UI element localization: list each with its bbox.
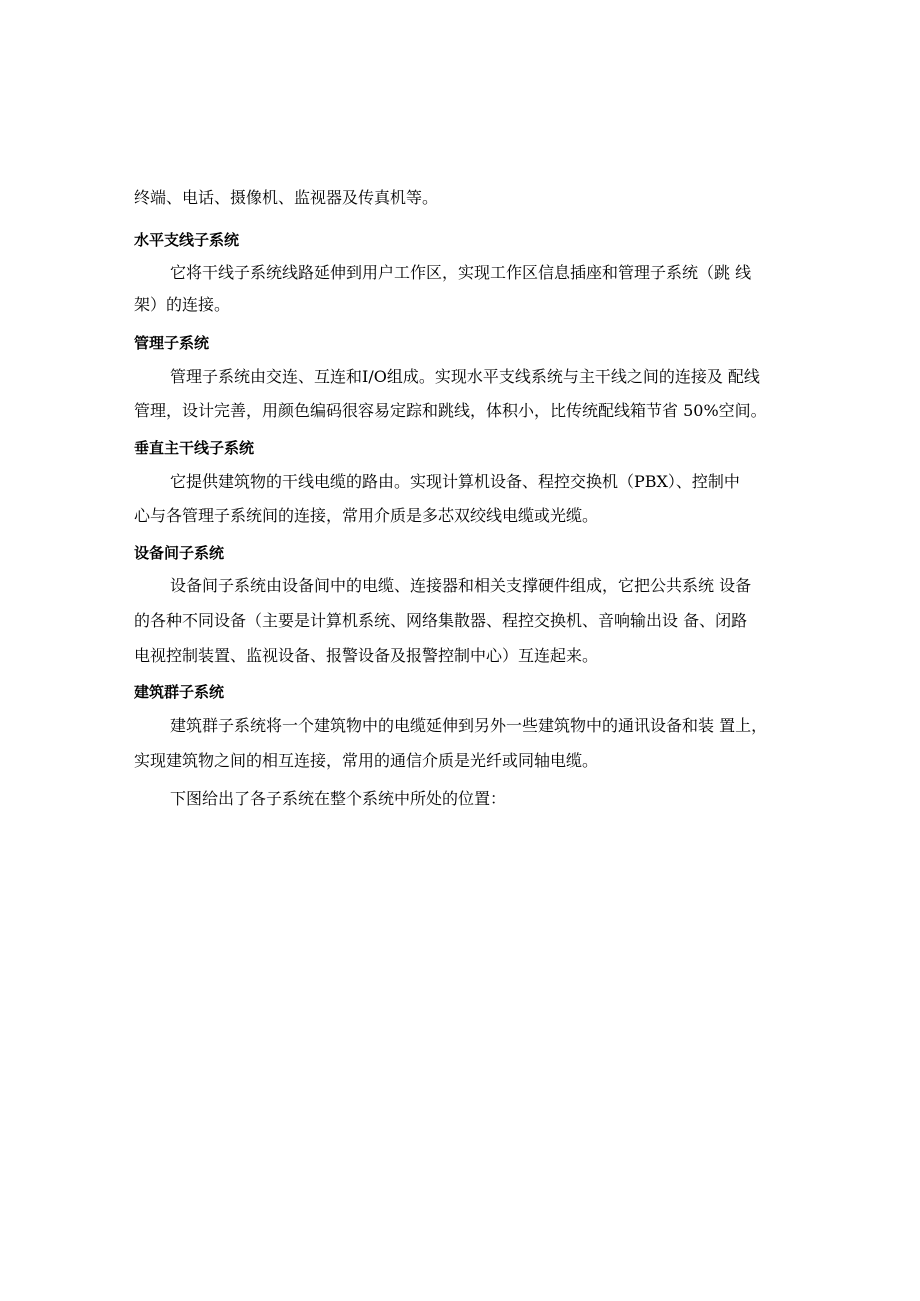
paragraph-line: 管理，设计完善，用颜色编码很容易定踪和跳线，体积小，比传统配线箱节省 50%空间。 [134,401,767,420]
section-heading-equipment-room: 设备间子系统 [134,544,225,562]
paragraph-line: 它将干线子系统线路延伸到用户工作区，实现工作区信息插座和管理子系统（跳 线 [170,263,752,282]
paragraph-line: 建筑群子系统将一个建筑物中的电缆延伸到另外一些建筑物中的通讯设备和装 置上， [170,716,768,735]
closing-text: 下图给出了各子系统在整个系统中所处的位置： [170,789,507,808]
paragraph-line: 设备间子系统由设备间中的电缆、连接器和相关支撑硬件组成，它把公共系统 设备 [170,576,752,595]
paragraph-line: 它提供建筑物的干线电缆的路由。实现计算机设备、程控交换机（PBX）、控制中 [170,472,740,491]
paragraph-line: 管理子系统由交连、互连和I/O组成。实现水平支线系统与主干线之间的连接及 配线 [170,367,760,386]
section-heading-vertical-backbone: 垂直主干线子系统 [134,439,255,457]
section-heading-management: 管理子系统 [134,334,210,352]
paragraph-line: 的各种不同设备（主要是计算机系统、网络集散器、程控交换机、音响输出设 备、闭路 [134,611,748,630]
section-heading-horizontal: 水平支线子系统 [134,231,240,249]
intro-tail-text: 终端、电话、摄像机、监视器及传真机等。 [134,188,439,207]
paragraph-line: 心与各管理子系统间的连接，常用介质是多芯双绞线电缆或光缆。 [134,506,599,525]
paragraph-line: 实现建筑物之间的相互连接，常用的通信介质是光纤或同轴电缆。 [134,751,599,770]
paragraph-line: 架）的连接。 [134,295,231,314]
paragraph-line: 电视控制装置、监视设备、报警设备及报警控制中心）互连起来。 [134,646,599,665]
section-heading-campus: 建筑群子系统 [134,683,225,701]
